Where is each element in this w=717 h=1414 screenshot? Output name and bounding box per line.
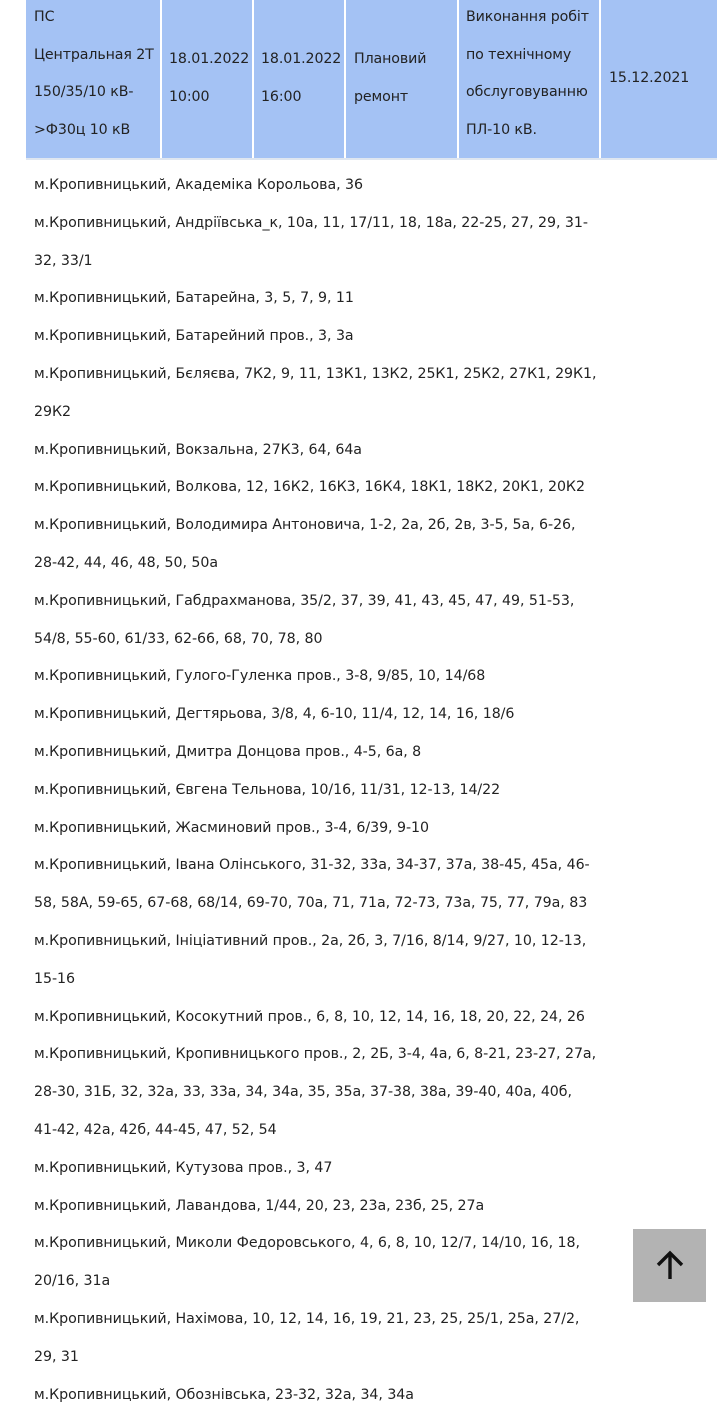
address-item: м.Кропивницький, Габдрахманова, 35/2, 37, 39, 41, 43, 45, 47, 49, 51-53, 54/8, 55-60, 61/33, 62-66, 68, 70, 78, 80	[34, 583, 599, 659]
address-item: м.Кропивницький, Кутузова пров., 3, 47	[34, 1150, 599, 1188]
address-item: м.Кропивницький, Володимира Антоновича, 1-2, 2а, 2б, 2в, 3-5, 5а, 6-26, 28-42, 44, 46, 48, 50, 50а	[34, 507, 599, 583]
address-item: м.Кропивницький, Андріївська_к, 10а, 11, 17/11, 18, 18а, 22-25, 27, 29, 31-32, 33/1	[34, 205, 599, 281]
address-item: м.Кропивницький, Бєляєва, 7К2, 9, 11, 13К1, 13К2, 25К1, 25К2, 27К1, 29К1, 29К2	[34, 356, 599, 432]
address-item: м.Кропивницький, Кропивницького пров., 2, 2Б, 3-4, 4а, 6, 8-21, 23-27, 27а, 28-30, 31Б, 32, 32а, 33, 33а, 34, 34а, 35, 35а, 37-38, 38а, 39-40, 40а, 40б, 41-42, 42а, 42б, 44-45, 47, 52, 54	[34, 1036, 599, 1149]
address-item: м.Кропивницький, Дегтярьова, 3/8, 4, 6-10, 11/4, 12, 14, 16, 18/6	[34, 696, 599, 734]
address-list	[34, 167, 599, 1414]
published-date-cell	[601, 0, 717, 158]
scroll-to-top-button[interactable]	[633, 1229, 706, 1302]
address-item: м.Кропивницький, Ініціативний пров., 2а, 2б, 3, 7/16, 8/14, 9/27, 10, 12-13, 15-16	[34, 923, 599, 999]
end-date-text: 18.01.2022 16:00	[261, 41, 341, 116]
address-item: м.Кропивницький, Жасминовий пров., 3-4, 6/39, 9-10	[34, 810, 599, 848]
address-item: м.Кропивницький, Івана Олінського, 31-32, 33а, 34-37, 37а, 38-45, 45а, 46-58, 58А, 59-65, 67-68, 68/14, 69-70, 70а, 71, 71а, 72-73, 73а, 75, 77, 79а, 83	[34, 847, 599, 923]
start-date-text: 18.01.2022 10:00	[169, 41, 249, 116]
work-type-text: Плановий ремонт	[354, 41, 426, 116]
outage-table-row	[26, 0, 717, 160]
address-item: м.Кропивницький, Дмитра Донцова пров., 4-5, 6а, 8	[34, 734, 599, 772]
address-item: м.Кропивницький, Гулого-Гуленка пров., 3-8, 9/85, 10, 14/68	[34, 658, 599, 696]
substation-text: ПС Центральная 2Т 150/35/10 кВ- >Ф30ц 10 кВ	[34, 0, 160, 150]
address-item: м.Кропивницький, Вокзальна, 27К3, 64, 64а	[34, 432, 599, 470]
substation-cell	[26, 0, 162, 158]
address-item: м.Кропивницький, Лавандова, 1/44, 20, 23, 23а, 23б, 25, 27а	[34, 1188, 599, 1226]
address-item: м.Кропивницький, Академіка Корольова, 36	[34, 167, 599, 205]
address-item: м.Кропивницький, Миколи Федоровського, 4, 6, 8, 10, 12/7, 14/10, 16, 18, 20/16, 31а	[34, 1225, 599, 1301]
description-cell	[459, 0, 601, 158]
arrow-up-icon	[654, 1250, 686, 1282]
description-text: Виконання робіт по технічному обслуговуванню ПЛ-10 кВ.	[466, 0, 599, 150]
address-item: м.Кропивницький, Батарейний пров., 3, 3а	[34, 318, 599, 356]
work-type-cell	[346, 0, 459, 158]
address-item: м.Кропивницький, Косокутний пров., 6, 8, 10, 12, 14, 16, 18, 20, 22, 24, 26	[34, 999, 599, 1037]
address-item: м.Кропивницький, Волкова, 12, 16К2, 16К3, 16К4, 18К1, 18К2, 20К1, 20К2	[34, 469, 599, 507]
end-date-cell	[254, 0, 346, 158]
address-item: м.Кропивницький, Нахімова, 10, 12, 14, 16, 19, 21, 23, 25, 25/1, 25а, 27/2, 29, 31	[34, 1301, 599, 1377]
published-date-text: 15.12.2021	[609, 60, 689, 98]
address-item: м.Кропивницький, Євгена Тельнова, 10/16, 11/31, 12-13, 14/22	[34, 772, 599, 810]
address-item: м.Кропивницький, Батарейна, 3, 5, 7, 9, 11	[34, 280, 599, 318]
start-date-cell	[162, 0, 254, 158]
address-item: м.Кропивницький, Обознівська, 23-32, 32а, 34, 34а	[34, 1377, 599, 1414]
